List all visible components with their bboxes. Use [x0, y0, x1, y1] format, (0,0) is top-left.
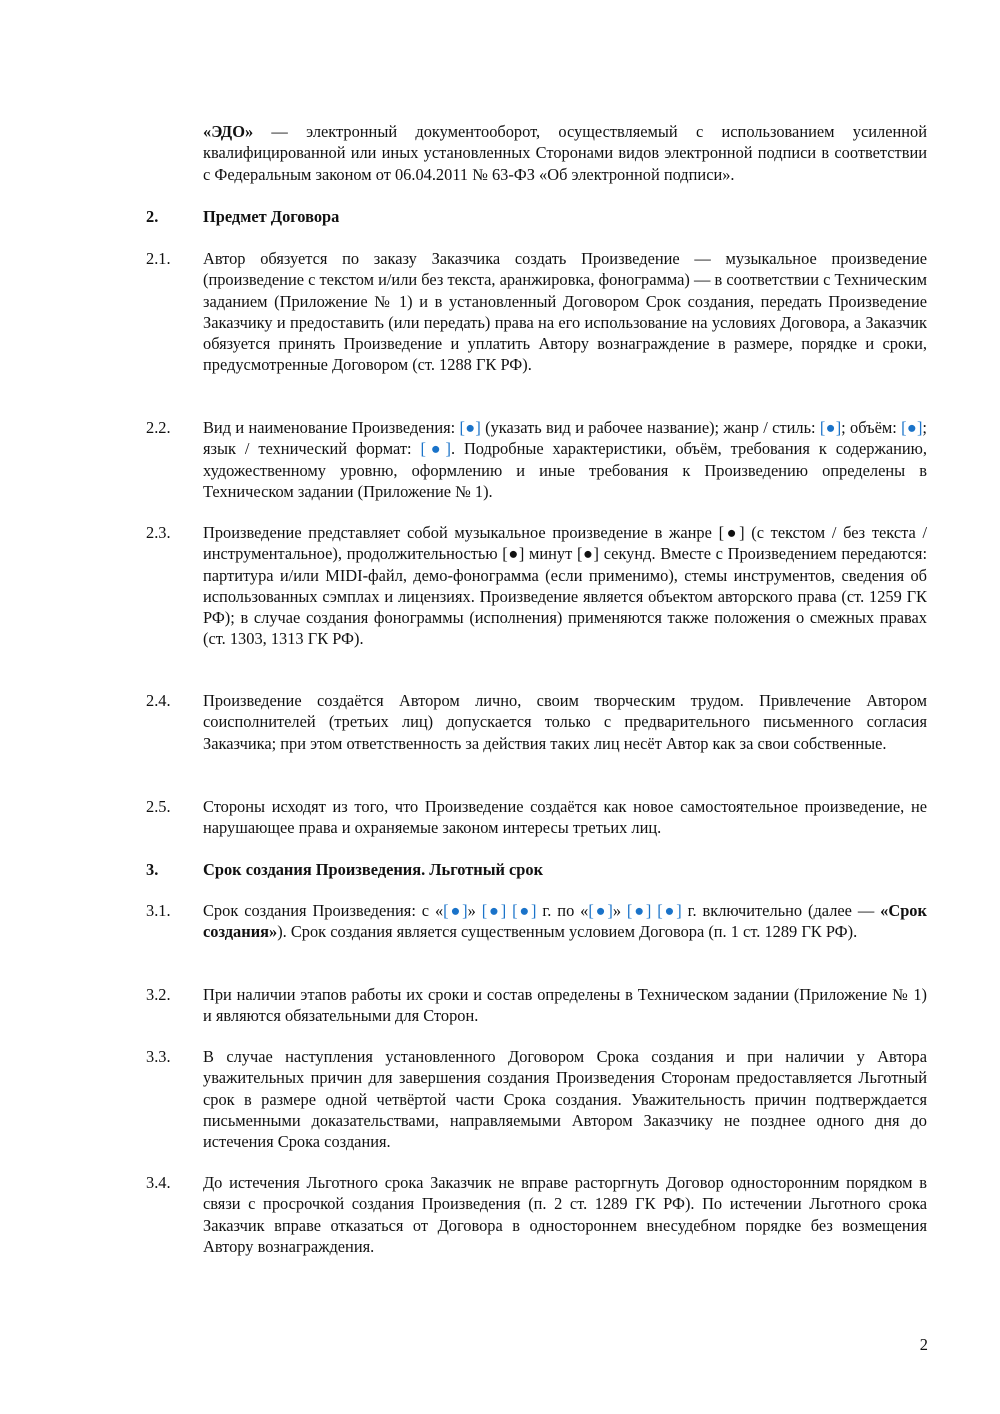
text-fragment: ; объём: [841, 418, 902, 437]
placeholder: [●] [443, 901, 468, 920]
section-number: 3. [146, 860, 159, 879]
text-fragment: г. по « [536, 901, 589, 920]
placeholder: [●] [901, 418, 923, 437]
placeholder: [●] [819, 418, 842, 437]
placeholder: [●] [588, 901, 613, 920]
section-title: Предмет Договора [203, 207, 340, 226]
clause-text: При наличии этапов работы их сроки и состав определены в Техническом задании (Приложение № 1) и являются обязательными для Сторон. [203, 985, 927, 1026]
clause-text: Автор обязуется по заказу Заказчика создать Произведение — музыкальное произведение (произведение с текстом и/или без текста, аранжировка, фонограмма) — в соответствии с Техническим заданием (Приложение № 1) и в установленный Договором Срок создания, передать Произведение Заказчику и предоставить (или передать) права на его использование на условиях Договора, а Заказчик обязуется принять Произведение и уплатить Автору вознаграждение в размере, порядке и сроки, предусмотренные Договором (ст. 1288 ГК РФ). [203, 249, 927, 375]
text-fragment: (указать вид и рабочее название); жанр / стиль: [480, 418, 820, 437]
text-fragment: . Подробные характеристики, объём, требования к содержанию, художественному уровню, оформлению и иные требования к Произведению определены в Техническом задании (Приложение № 1). [203, 439, 927, 501]
clause-number: 3.1. [146, 901, 171, 920]
clause-text [203, 417, 927, 502]
clause-text: Произведение создаётся Автором лично, своим творческим трудом. Привлечение Автором соисполнителей (третьих лиц) допускается только с предварительного письменного согласия Заказчика; при этом ответственность за действия таких лиц несёт Автор как за свои собственные. [203, 691, 927, 753]
clause-text: Произведение представляет собой музыкальное произведение в жанре [●] (с текстом / без текста / инструментальное), продолжительностью [●] минут [●] секунд. Вместе с Произведением передаются: партитура и/или MIDI-файл, демо-фонограмма (если применимо), стемы инструментов, сведения об использованных сэмплах и лицензиях. Произведение является объектом авторского права (ст. 1259 ГК РФ); в случае создания фонограммы (исполнения) применяются также положения о смежных правах (ст. 1303, 1313 ГК РФ). [203, 523, 927, 649]
text-fragment: ; язык / технический формат: [203, 418, 927, 459]
placeholder: [●] [626, 901, 652, 920]
text-fragment: Срок создания Произведения: с « [203, 901, 444, 920]
clause-number: 3.4. [146, 1173, 171, 1192]
clause-number: 2.4. [146, 691, 171, 710]
placeholder: [●] [657, 901, 682, 920]
clause-number: 2.3. [146, 523, 171, 542]
clause-number: 3.2. [146, 985, 171, 1004]
defined-term: «Срок создания» [203, 901, 927, 942]
definition-edo-term: «ЭДО» [203, 122, 254, 141]
placeholder: [●] [420, 439, 451, 459]
definition-edo-body: — электронный документооборот, осуществляемый с использованием усиленной квалифицированной или иных установленных Сторонами видов электронной подписи в соответствии с Федеральным законом от 06.04.2011 № 63-ФЗ «Об электронной подписи». [203, 122, 927, 184]
clause-text: До истечения Льготного срока Заказчик не вправе расторгнуть Договор односторонним порядком в связи с просрочкой создания Произведения (п. 2 ст. 1289 ГК РФ). По истечении Льготного срока Заказчик вправе отказаться от Договора в одностороннем внесудебном порядке без возмещения Автору вознаграждения. [203, 1173, 927, 1256]
text-fragment: » [467, 901, 482, 920]
section-number: 2. [146, 207, 159, 226]
placeholder: [●] [459, 418, 481, 437]
clause-text: В случае наступления установленного Договором Срока создания и при наличии у Автора уважительных причин для завершения создания Произведения Сторонам предоставляется Льготный срок в размере одной четвёртой части Срока создания. Уважительность причин подтверждается письменными доказательствами, направляемыми Автором Заказчику не позднее одного дня до истечения Срока создания. [203, 1047, 927, 1152]
clause-text [203, 900, 927, 943]
page-number: 2 [919, 1335, 928, 1354]
text-fragment: » [612, 901, 627, 920]
clause-number: 3.3. [146, 1047, 171, 1066]
text-fragment: Вид и наименование Произведения: [203, 418, 460, 437]
clause-number: 2.1. [146, 249, 171, 268]
section-title: Срок создания Произведения. Льготный срок [203, 860, 544, 879]
text-fragment: ). Срок создания является существенным условием Договора (п. 1 ст. 1289 ГК РФ). [277, 922, 858, 942]
clause-number: 2.2. [146, 418, 171, 437]
placeholder: [●] [512, 901, 537, 920]
definition-edo-text [203, 121, 927, 185]
clause-text: Стороны исходят из того, что Произведение создаётся как новое самостоятельное произведение, не нарушающее права и охраняемые законом интересы третьих лиц. [203, 797, 927, 838]
text-fragment: г. включительно (далее — [681, 901, 881, 920]
placeholder: [●] [481, 901, 507, 920]
clause-number: 2.5. [146, 797, 171, 816]
